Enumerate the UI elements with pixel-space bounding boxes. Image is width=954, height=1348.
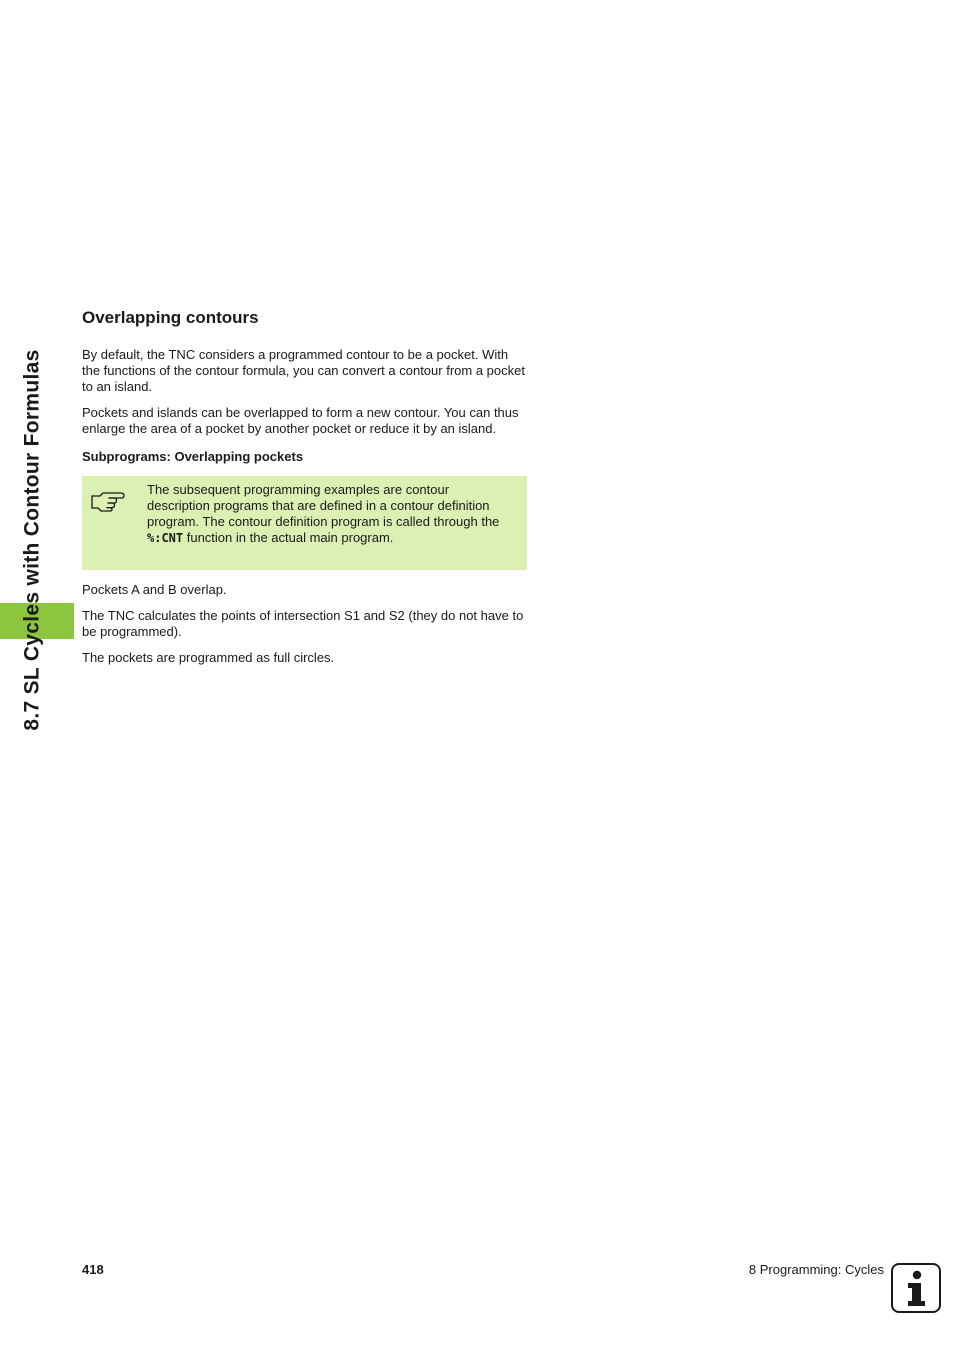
pointing-hand-icon	[82, 482, 147, 517]
page-number: 418	[82, 1262, 104, 1277]
paragraph-pocket-default: By default, the TNC considers a programmed contour to be a pocket. With the functions of the contour formula, you can convert a contour from a pocket to an island.	[82, 347, 525, 394]
section-heading: Overlapping contours	[82, 308, 259, 327]
main-content	[82, 306, 526, 676]
cnt-function-code: %:CNT	[147, 531, 184, 545]
paragraph-pockets-overlap: Pockets A and B overlap.	[82, 582, 227, 597]
subsection-heading: Subprograms: Overlapping pockets	[82, 449, 304, 464]
info-icon	[891, 1263, 941, 1313]
note-text-after: function in the actual main program.	[183, 530, 394, 545]
paragraph-intersection: The TNC calculates the points of intersection S1 and S2 (they do not have to be programmed).	[82, 608, 524, 639]
note-box	[82, 476, 527, 570]
chapter-side-title-text: 8.7 SL Cycles with Contour Formulas	[21, 349, 45, 731]
note-text	[147, 482, 507, 546]
chapter-side-title	[8, 310, 58, 770]
paragraph-full-circles: The pockets are programmed as full circles.	[82, 650, 335, 665]
footer-chapter: 8 Programming: Cycles	[748, 1262, 884, 1277]
paragraph-overlap: Pockets and islands can be overlapped to form a new contour. You can thus enlarge the area of a pocket by another pocket or reduce it by an island.	[82, 405, 519, 436]
note-text-before: The subsequent programming examples are contour description programs that are defined in a contour definition program. The contour definition program is called through the	[147, 482, 500, 529]
